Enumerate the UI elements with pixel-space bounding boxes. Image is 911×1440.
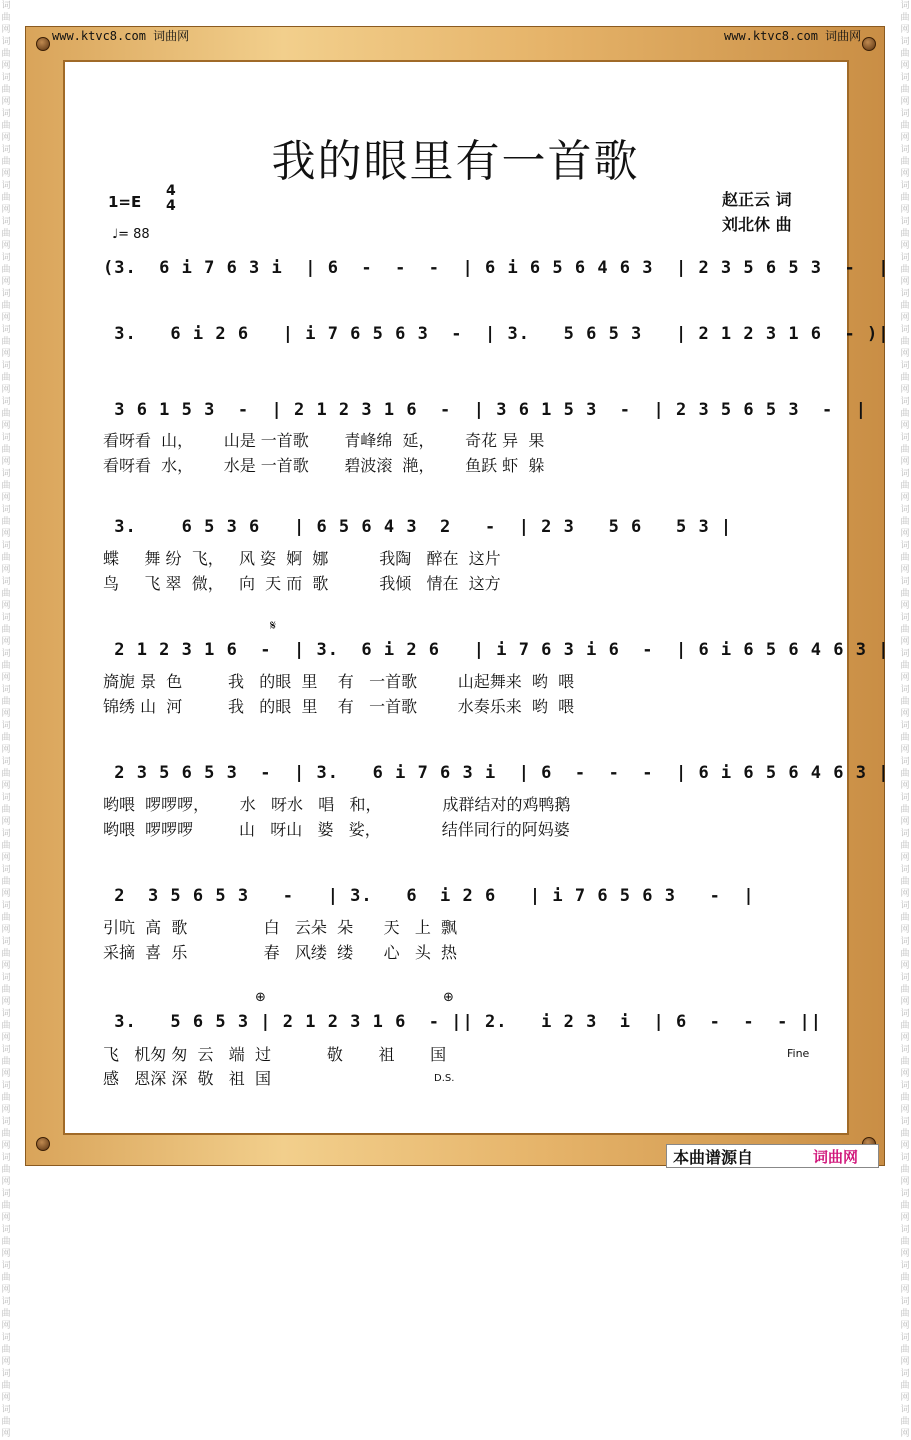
coda-sign: ⊕ [255,990,266,1005]
notation-row: 3 6 1 5 3 - | 2 1 2 3 1 6 - | 3 6 1 5 3 - | 2 3 5 6 5 3 - | [103,400,867,420]
lyric-line-verse-2: 感 恩深 深 敬 祖 国 [103,1069,297,1088]
time-signature: 4 4 [166,183,176,214]
notation-row: 2 3 5 6 5 3 - | 3. 6 i 7 6 3 i | 6 - - - | 6 i 6 5 6 4 6 3 | [103,763,890,783]
notation-row: 3. 6 5 3 6 | 6 5 6 4 3 2 - | 2 3 5 6 5 3 | [103,517,733,537]
lyric-line-verse-2: 哟喂 啰啰啰 山 呀山 婆 娑， 结伴同行的阿妈婆 [103,820,570,839]
source-banner [666,1144,879,1168]
lyric-line-verse-2: 采摘 喜 乐 春 风缕 缕 心 头 热 [103,943,458,962]
notation-row: 3. 6 i 2 6 | i 7 6 5 6 3 - | 3. 5 6 5 3 | 2 1 2 3 1 6 - )| [103,324,890,344]
source-label: 本曲谱源自 [673,1147,754,1167]
lyric-line-verse-1: 蝶 舞 纷 飞， 风 姿 婀 娜 我陶 醉在 这片 [103,549,501,568]
site-url-left: www.ktvc8.com 词曲网 [52,29,190,43]
coda-sign: ⊕ [443,990,454,1005]
source-site-link[interactable]: 词曲网 [813,1147,859,1166]
lyricist-credit: 赵正云 词 [722,190,792,209]
fine-marking: Fine [787,1047,810,1060]
screw-icon [36,37,50,51]
tempo-marking: ♩= 88 [112,227,150,242]
lyric-line-verse-2: 锦绣 山 河 我 的眼 里 有 一首歌 水奏乐来 哟 喂 [103,697,575,716]
right-side-watermark: 词曲网 词曲网 词曲网 词曲网 词曲网 词曲网 词曲网 词曲网 词曲网 词曲网 词曲网 词曲网 词曲网 词曲网 词曲网 词曲网 词曲网 词曲网 词曲网 词曲网 词曲网 词曲网 词曲网 词曲网 词曲网 词曲网 词曲网 词曲网 词曲网 词曲网 词曲网 词曲网 词曲网 词曲网 词曲网 词曲网 词曲网 词曲网 词曲网 词曲网 [900,1,910,1439]
notation-row: 3. 5 6 5 3 | 2 1 2 3 1 6 - || 2. i 2 3 i | 6 - - - || [103,1012,823,1032]
notation-row: 2 1 2 3 1 6 - | 3. 6 i 2 6 | i 7 6 3 i 6 - | 6 i 6 5 6 4 6 3 | [103,640,890,660]
lyric-line-verse-1: 看呀看 山， 山是 一首歌 青峰绵 延， 奇花 异 果 [103,431,545,450]
segno-sign: 𝄋 [270,618,277,634]
left-side-watermark: 词曲网 词曲网 词曲网 词曲网 词曲网 词曲网 词曲网 词曲网 词曲网 词曲网 词曲网 词曲网 词曲网 词曲网 词曲网 词曲网 词曲网 词曲网 词曲网 词曲网 词曲网 词曲网 词曲网 词曲网 词曲网 词曲网 词曲网 词曲网 词曲网 词曲网 词曲网 词曲网 词曲网 词曲网 词曲网 词曲网 词曲网 词曲网 词曲网 词曲网 [1,1,11,1439]
composer-credit: 刘北休 曲 [722,215,792,234]
lyric-line-verse-1: 旖旎 景 色 我 的眼 里 有 一首歌 山起舞来 哟 喂 [103,672,575,691]
ds-marking: D.S. [434,1073,455,1084]
key-signature: 1=E [108,193,142,211]
notation-row: (3. 6 i 7 6 3 i | 6 - - - | 6 i 6 5 6 4 6 3 | 2 3 5 6 5 3 - | [103,258,890,278]
lyric-line-verse-1: 哟喂 啰啰啰， 水 呀水 唱 和， 成群结对的鸡鸭鹅 [103,795,571,814]
song-title: 我的眼里有一首歌 [271,136,640,187]
notation-row: 2 3 5 6 5 3 - | 3. 6 i 2 6 | i 7 6 5 6 3 - | [103,886,755,906]
lyric-line-verse-2: 鸟 飞 翠 微， 向 天 而 歌 我倾 情在 这方 [103,574,501,593]
lyric-line-verse-2: 看呀看 水， 水是 一首歌 碧波滚 滟， 鱼跃 虾 躲 [103,456,545,475]
lyric-line-verse-1: 引吭 高 歌 白 云朵 朵 天 上 飘 [103,918,458,937]
screw-icon [862,37,876,51]
lyric-line-verse-1: 飞 机匆 匆 云 端 过 敬 祖 国 [103,1045,447,1064]
screw-icon [36,1137,50,1151]
site-url-right: www.ktvc8.com 词曲网 [724,29,862,43]
